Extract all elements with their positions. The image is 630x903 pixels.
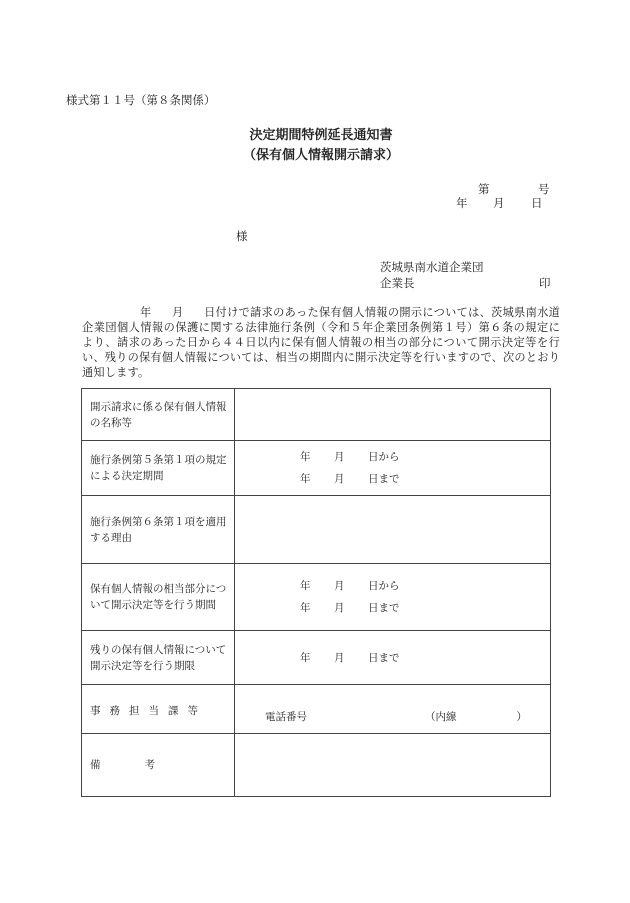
remaining-deadline-to: 年 月 日まで: [300, 651, 400, 664]
extension-close: ）: [516, 711, 527, 723]
notice-info-table: [81, 388, 551, 797]
form-number: 様式第１１号（第８条関係）: [66, 93, 216, 107]
issue-date-month: 月: [493, 196, 505, 210]
document-title: 決定期間特例延長通知書: [249, 128, 393, 143]
row-label-decision-period: 施行条例第５条第１項の規定による決定期間: [82, 441, 235, 496]
sender-organization: 茨城県南水道企業団: [380, 260, 484, 274]
sender-role: 企業長: [380, 276, 415, 290]
issue-date-year: 年: [456, 196, 468, 210]
row-value-office[interactable]: [235, 685, 551, 734]
row-value-remaining-deadline[interactable]: [235, 631, 551, 685]
table-row: [82, 564, 551, 631]
issue-date-day: 日: [531, 196, 543, 210]
decision-period-to: 年 月 日まで: [300, 473, 400, 485]
table-row: [82, 631, 551, 685]
table-row: [82, 441, 551, 496]
document-number-label: 第: [478, 182, 490, 196]
row-value-reason[interactable]: [235, 496, 551, 564]
row-label-remarks: 備考: [82, 734, 235, 797]
extension-open: （内線: [425, 711, 457, 723]
body-date-year: 年: [140, 306, 152, 319]
row-value-partial-period[interactable]: [235, 564, 551, 631]
document-subtitle: （保有個人情報開示請求）: [242, 148, 399, 163]
table-row: [82, 685, 551, 734]
row-value-decision-period[interactable]: [235, 441, 551, 496]
row-label-remaining-deadline: 残りの保有個人情報について開示決定等を行う期限: [82, 631, 235, 685]
phone-label: 電話番号: [265, 711, 307, 723]
seal-mark: 印: [539, 276, 551, 290]
partial-period-to: 年 月 日まで: [300, 602, 400, 614]
decision-period-from: 年 月 日から: [300, 451, 400, 463]
body-date-month: 月: [172, 306, 184, 319]
partial-period-from: 年 月 日から: [300, 580, 400, 592]
issue-date: [456, 197, 543, 211]
row-value-remarks[interactable]: [235, 734, 551, 797]
row-label-office: 事務担当課等: [82, 685, 235, 734]
row-value-info-name[interactable]: [235, 389, 551, 441]
body-text: 日付けで請求のあった保有個人情報の開示については、茨城県南水道企業団個人情報の保護に関する法律施行条例（令和５年企業団条例第１号）第６条の規定により、請求のあった日から４４日以内に保有個人情報の相当の部分について開示決定等を行い、残りの保有個人情報については、相当の期間内に開示決定等を行いますので、次のとおり通知します。: [82, 306, 560, 379]
office-phone: [235, 709, 550, 725]
addressee-suffix: 様: [236, 229, 248, 243]
row-label-info-name: 開示請求に係る保有個人情報の名称等: [82, 389, 235, 441]
row-label-partial-period: 保有個人情報の相当部分について開示決定等を行う期間: [82, 564, 235, 631]
document-number-suffix: 号: [538, 182, 550, 196]
table-row: [82, 496, 551, 564]
notice-body: [82, 305, 560, 380]
table-row: [82, 389, 551, 441]
table-row: [82, 734, 551, 797]
row-label-reason: 施行条例第６条第１項を適用する理由: [82, 496, 235, 564]
